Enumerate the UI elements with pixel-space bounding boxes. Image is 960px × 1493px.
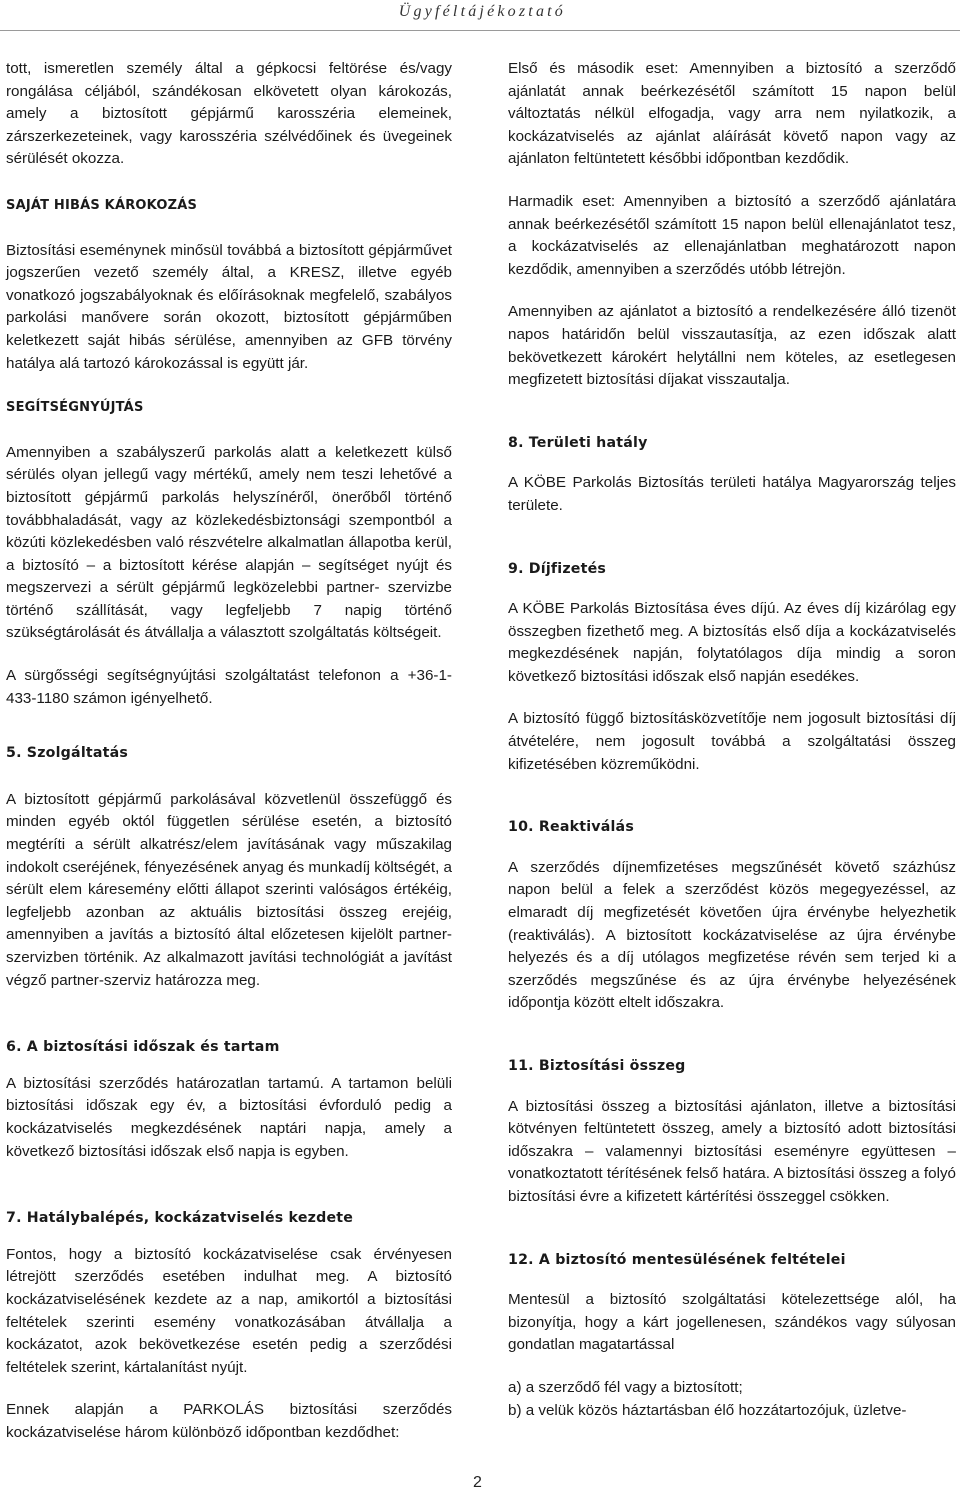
left-column	[6, 58, 452, 1445]
hatalybalepes-paragraph-2: Ennek alapján a PARKOLÁS biztosítási szerződés kockázatviselése három különböző időpontban kezdődhet:	[6, 1401, 452, 1441]
right-column	[508, 58, 956, 1422]
szolgaltatas-paragraph: A biztosított gépjármű parkolásával közvetlenül összefüggő és minden egyéb októl független sérülése esetén, a biztosító megtéríti a sérült alkatrész/elem javításának vagy műszakilag indokolt cseréjének, fényezésének anyag és munkadíj költségét, a sérült elem káresemény előtti állapot szerinti valóságos értékéig, legfeljebb azonban az aktuális biztosítási összeg erejéig, amennyiben a javítás a biztosító által előzetesen kijelölt partner-szervizben történik. Az alkalmazott javítási technológiát a javítást végző partner-szerviz határozza meg.	[6, 790, 452, 989]
segitsegnyujtas-paragraph-2: A sürgősségi segítségnyújtási szolgáltatást telefonon a +36-1-433-1180 számon igényelhető.	[6, 667, 452, 707]
sajat-hibas-paragraph: Biztosítási eseménynek minősül továbbá a biztosított gépjárművet jogszerűen vezető személy által, a KRESZ, illetve egyéb vonatkozó jogszabályoknak és előírásoknak megfelelő, szabályos parkolási manővere során okozott, biztosított gépjárműben keletkezett saját hibás sérülése, amennyiben az GFB törvény hatálya alá tartozó károkozással is együtt jár.	[6, 241, 452, 372]
hatalybalepes-paragraph-1: Fontos, hogy a biztosító kockázatviselése csak érvényesen létrejött szerződés esetében indulhat meg. A biztosító kockázatviselésének kezdete az a nap, amikortól a biztosítási feltételek szerinti esemény vonatkozásában átvállalja a kockázatot, azok bekövetkezése esetén pedig a szerződési feltételek szerint, kártalanítást nyújt.	[6, 1245, 452, 1376]
mentesules-paragraph: Mentesül a biztosító szolgáltatási kötelezettsége alól, ha bizonyítja, hogy a kárt jogellenesen, szándékos vagy súlyosan gondatlan magatartással	[508, 1291, 956, 1354]
heading-10-reaktivalas: 10. Reaktiválás	[508, 819, 634, 836]
segitsegnyujtas-paragraph-1: Amennyiben a szabályszerű parkolás alatt a keletkezett külső sérülés olyan jellegű vagy mértékű, amely nem teszi lehetővé a biztosított gépjármű parkolás helyszínéről, önerőből történő továbbhaladását, vagy az közlekedésbiztonsági szempontból a közúti közlekedésben való részvételre alkalmatlan állapotba kerül, a biztosító – a biztosított kérése alapján – segítséget nyújt és megszervezi a sérült gépjármű legközelebbi partner- szervizbe történő szállítását, vagy legfeljebb 7 napig történő szükségtárolását és átvállalja a választott szolgáltatás költségeit.	[6, 443, 452, 642]
mentesules-list-item-b: b) a velük közös háztartásban élő hozzátartozójuk, üzletve-	[508, 1401, 907, 1419]
heading-segitsegnyujtas: SEGÍTSÉGNYÚJTÁS	[6, 400, 144, 416]
dijfizetes-paragraph-1: A KÖBE Parkolás Biztosítása éves díjú. Az éves díj kizárólag egy összegben fizethető meg. A biztosítás első díja a kockázatviselés megkezdésének napján, folytatólagos díja mindig a soron következő biztosítási időszak első napján esedékes.	[508, 600, 956, 685]
visszautasitas-paragraph: Amennyiben az ajánlatot a biztosító a rendelkezésére álló tizenöt napos határidőn belül visszautasítja, az ezen időszak alatt bekövetkezett károkért helytállni nem köteles, az esetlegesen megfizetett biztosítási díjakat visszautalja.	[508, 303, 956, 389]
idoszak-paragraph: A biztosítási szerződés határozatlan tartamú. A tartamon belüli biztosítási időszak egy év, a biztosítási évforduló pedig a kockázatviselés megkezdésének naptári napja, amely a következő biztosítási időszak első napja is egyben.	[6, 1074, 452, 1160]
heading-12-mentesules: 12. A biztosító mentesülésének feltételei	[508, 1251, 846, 1268]
elso-masodik-eset-paragraph: Első és második eset: Amennyiben a biztosító a szerződő ajánlatát annak beérkezésétől számított 15 napon belül változtatás nélkül elfogadja, vagy arra nem nyilatkozik, a kockázatviselés az ajánlat aláírását követő napon vagy az ajánlaton feltüntetett későbbi időpontban kezdődik.	[508, 60, 956, 168]
header-title: Ügyféltájékoztató	[398, 3, 566, 20]
heading-6-idoszak: 6. A biztosítási időszak és tartam	[6, 1039, 280, 1056]
harmadik-eset-paragraph: Harmadik eset: Amennyiben a biztosító a szerződő ajánlatára annak beérkezésétől számított 15 napon belül ellenajánlatot tesz, a kockázatviselés az ellenajánlatban meghatározott napon kezdődik, amennyiben a szerződés utóbb létrejön.	[508, 192, 956, 278]
heading-5-szolgaltatas: 5. Szolgáltatás	[6, 745, 129, 762]
teruleti-hataly-paragraph: A KÖBE Parkolás Biztosítás területi hatálya Magyarország teljes területe.	[508, 474, 956, 514]
dijfizetes-paragraph-2: A biztosító függő biztosításközvetítője nem jogosult biztosítási díj átvételére, nem jogosult továbbá a szolgáltatási összeg kifizetésében közreműködni.	[508, 710, 956, 773]
mentesules-list-item-a: a) a szerződő fél vagy a biztosított;	[508, 1378, 743, 1396]
heading-sajat-hibas: SAJÁT HIBÁS KÁROKOZÁS	[6, 197, 198, 213]
page-number: 2	[473, 1474, 482, 1491]
biztositasi-osszeg-paragraph: A biztosítási összeg a biztosítási ajánlaton, illetve a biztosítási kötvényen feltüntetett összeg, amely a biztosító adott biztosítási időszakra – valamennyi biztosítási eseményre együttesen – vonatkoztatott térítésének felső határa. A biztosítási összeg a folyó biztosítási évre a kifizetett kártérítési összeggel csökken.	[508, 1097, 956, 1205]
heading-7-hatalybalepes: 7. Hatálybalépés, kockázatviselés kezdete	[6, 1210, 354, 1227]
reaktivalas-paragraph: A szerződés díjnemfizetéses megszűnését követő százhúsz napon belül a felek a szerződést közös megegyezéssel, az elmaradt díj megfizetését követően újra érvénybe helyezhetik (reaktiválás). A biztosított kockázatviselése az újra érvénybe helyezés és a díj utólagos megfizetése révén sem terjed ki a szerződés megszűnése és az újra érvénybe helyezésének időpontja között eltelt időszakra.	[508, 858, 956, 1012]
heading-8-teruleti-hataly: 8. Területi hatály	[508, 434, 648, 451]
heading-11-biztositasi-osszeg: 11. Biztosítási összeg	[508, 1058, 686, 1074]
page-header	[0, 0, 960, 31]
intro-paragraph: tott, ismeretlen személy által a gépkocsi feltörése és/vagy rongálása céljából, szándékosan elkövetett olyan károkozás, amely a biztosított gépjármű karosszéria elemeinek, zárszerkezeteinek, vagy karosszéria szélvédőinek és üvegeinek sérülését okozza.	[6, 60, 452, 168]
heading-9-dijfizetes: 9. Díjfizetés	[508, 560, 607, 577]
